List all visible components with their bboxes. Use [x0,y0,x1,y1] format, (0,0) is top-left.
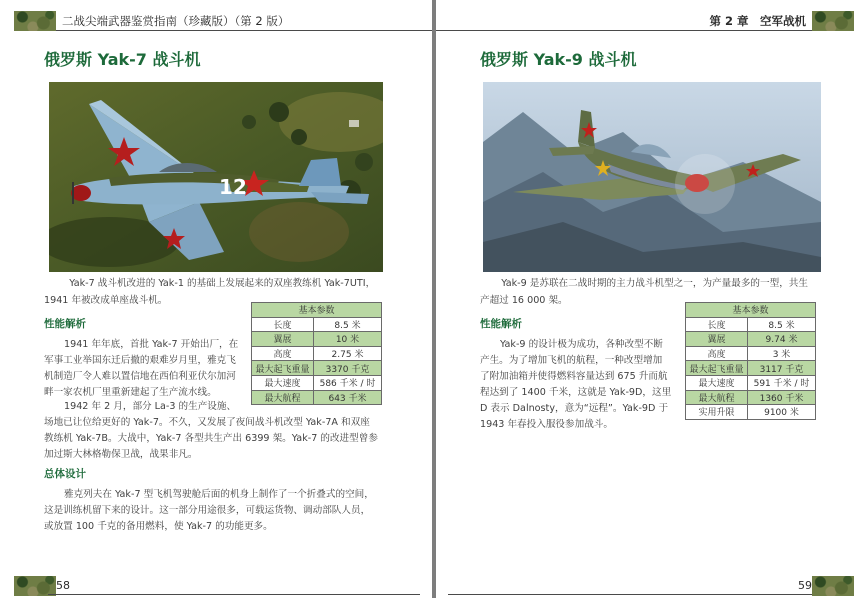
paragraph-line: 教练机 Yak-7B。大战中，Yak-7 各型共生产出 6399 架。Yak-7 的改进型曾参 [44,433,378,444]
footer-rule [48,594,420,595]
article-title: 俄罗斯 Yak-7 战斗机 [44,50,201,69]
yak7-photo [49,82,383,272]
right-page [436,0,868,598]
spec-value: 10 米 [314,332,382,347]
paragraph-line: 了附加油箱并使得燃料容量达到 675 升而航 [480,371,668,382]
spec-key: 最大起飞重量 [252,361,314,376]
spec-key: 最大速度 [686,375,748,390]
spec-table-title: 基本参数 [252,303,382,318]
spec-value: 3370 千克 [314,361,382,376]
paragraph-line: 畔一家农机厂里重新建起了生产流水线。 [44,387,217,398]
page-footer [0,576,432,598]
spec-table [685,302,816,420]
intro-line-2: 1941 年被改成单座战斗机。 [44,295,168,306]
chapter-title: 第 2 章 空军战机 [709,14,806,28]
spec-table [251,302,382,405]
spec-value: 3117 千克 [748,361,816,376]
page-number: 59 [798,579,812,592]
intro-line-1: Yak-7 战斗机改进的 Yak-1 的基础上发展起来的双座教练机 Yak-7UTI， [69,278,376,289]
intro-line-1: Yak-9 是苏联在二战时期的主力战斗机型之一，为产量最多的一型，共生 [501,278,808,289]
spec-value: 643 千米 [314,390,382,405]
spec-key: 翼展 [252,332,314,347]
paragraph-line: 场地已让位给更好的 Yak-7。不久，又发展了夜间战斗机改型 Yak-7A 和双座 [44,417,370,428]
spec-key: 长度 [252,317,314,332]
book-title: 二战尖端武器鉴赏指南（珍藏版）（第 2 版） [62,14,290,28]
paragraph-line: 加过斯大林格勒保卫战，战果非凡。 [44,449,198,460]
yak9-photo [483,82,821,272]
footer-rule [448,594,820,595]
spec-value: 1360 千米 [748,390,816,405]
paragraph-line: 程达到了 1400 千米，这就是 Yak-9D，这里 [480,387,672,398]
spec-key: 高度 [686,346,748,361]
section-heading-design: 总体设计 [44,468,86,480]
page-footer [436,576,868,598]
spec-key: 翼展 [686,332,748,347]
section-heading-performance: 性能解析 [44,318,86,330]
camouflage-badge [14,576,56,596]
spec-value: 591 千米 / 时 [748,375,816,390]
spec-key: 最大航程 [686,390,748,405]
spec-key: 最大起飞重量 [686,361,748,376]
spec-value: 2.75 米 [314,346,382,361]
spec-key: 最大航程 [252,390,314,405]
page-number: 58 [56,579,70,592]
paragraph-line: 1941 年年底，首批 Yak-7 开始出厂，在 [64,339,239,350]
section-heading-performance: 性能解析 [480,318,522,330]
paragraph-line: Yak-9 的设计极为成功，各种改型不断 [500,339,663,350]
paragraph-line: D 表示 Dalnosty，意为“远程”。Yak-9D 于 [480,403,669,414]
spec-key: 最大速度 [252,375,314,390]
camouflage-badge [812,11,854,31]
header-rule [436,30,812,31]
spec-value: 9.74 米 [748,332,816,347]
spec-table-title: 基本参数 [686,303,816,318]
paragraph-line: 1942 年 2 月，部分 La-3 的生产设施、 [64,401,237,412]
spec-value: 8.5 米 [748,317,816,332]
left-page [0,0,432,598]
spec-key: 实用升限 [686,405,748,420]
spec-value: 8.5 米 [314,317,382,332]
paragraph-line: 产生。为了增加飞机的航程，一种改型增加 [480,355,663,366]
header-rule [56,30,432,31]
camouflage-badge [14,11,56,31]
page-header [436,11,868,31]
intro-line-2: 产超过 16 000 架。 [480,295,568,306]
spec-key: 长度 [686,317,748,332]
paragraph-line: 或放置 100 千克的备用燃料，使 Yak-7 的功能更多。 [44,521,273,532]
paragraph-line: 1943 年春投入服役参加战斗。 [480,419,613,430]
spec-value: 9100 米 [748,405,816,420]
paragraph-line: 雅克列夫在 Yak-7 型飞机驾驶舱后面的机身上制作了一个折叠式的空间， [64,489,374,500]
spec-value: 586 千米 / 时 [314,375,382,390]
spec-key: 高度 [252,346,314,361]
tail-number: 12 [219,175,247,199]
page-header [0,11,432,31]
spec-value: 3 米 [748,346,816,361]
camouflage-badge [812,576,854,596]
article-title: 俄罗斯 Yak-9 战斗机 [480,50,637,69]
paragraph-line: 机制造厂令人难以置信地在西伯利亚伏尔加河 [44,371,236,382]
paragraph-line: 这是训练机留下来的设计。这一部分用途很多，可载运货物、调动部队人员， [44,505,371,516]
paragraph-line: 军事工业举国东迁后撤的艰难岁月里，雅克飞 [44,355,236,366]
